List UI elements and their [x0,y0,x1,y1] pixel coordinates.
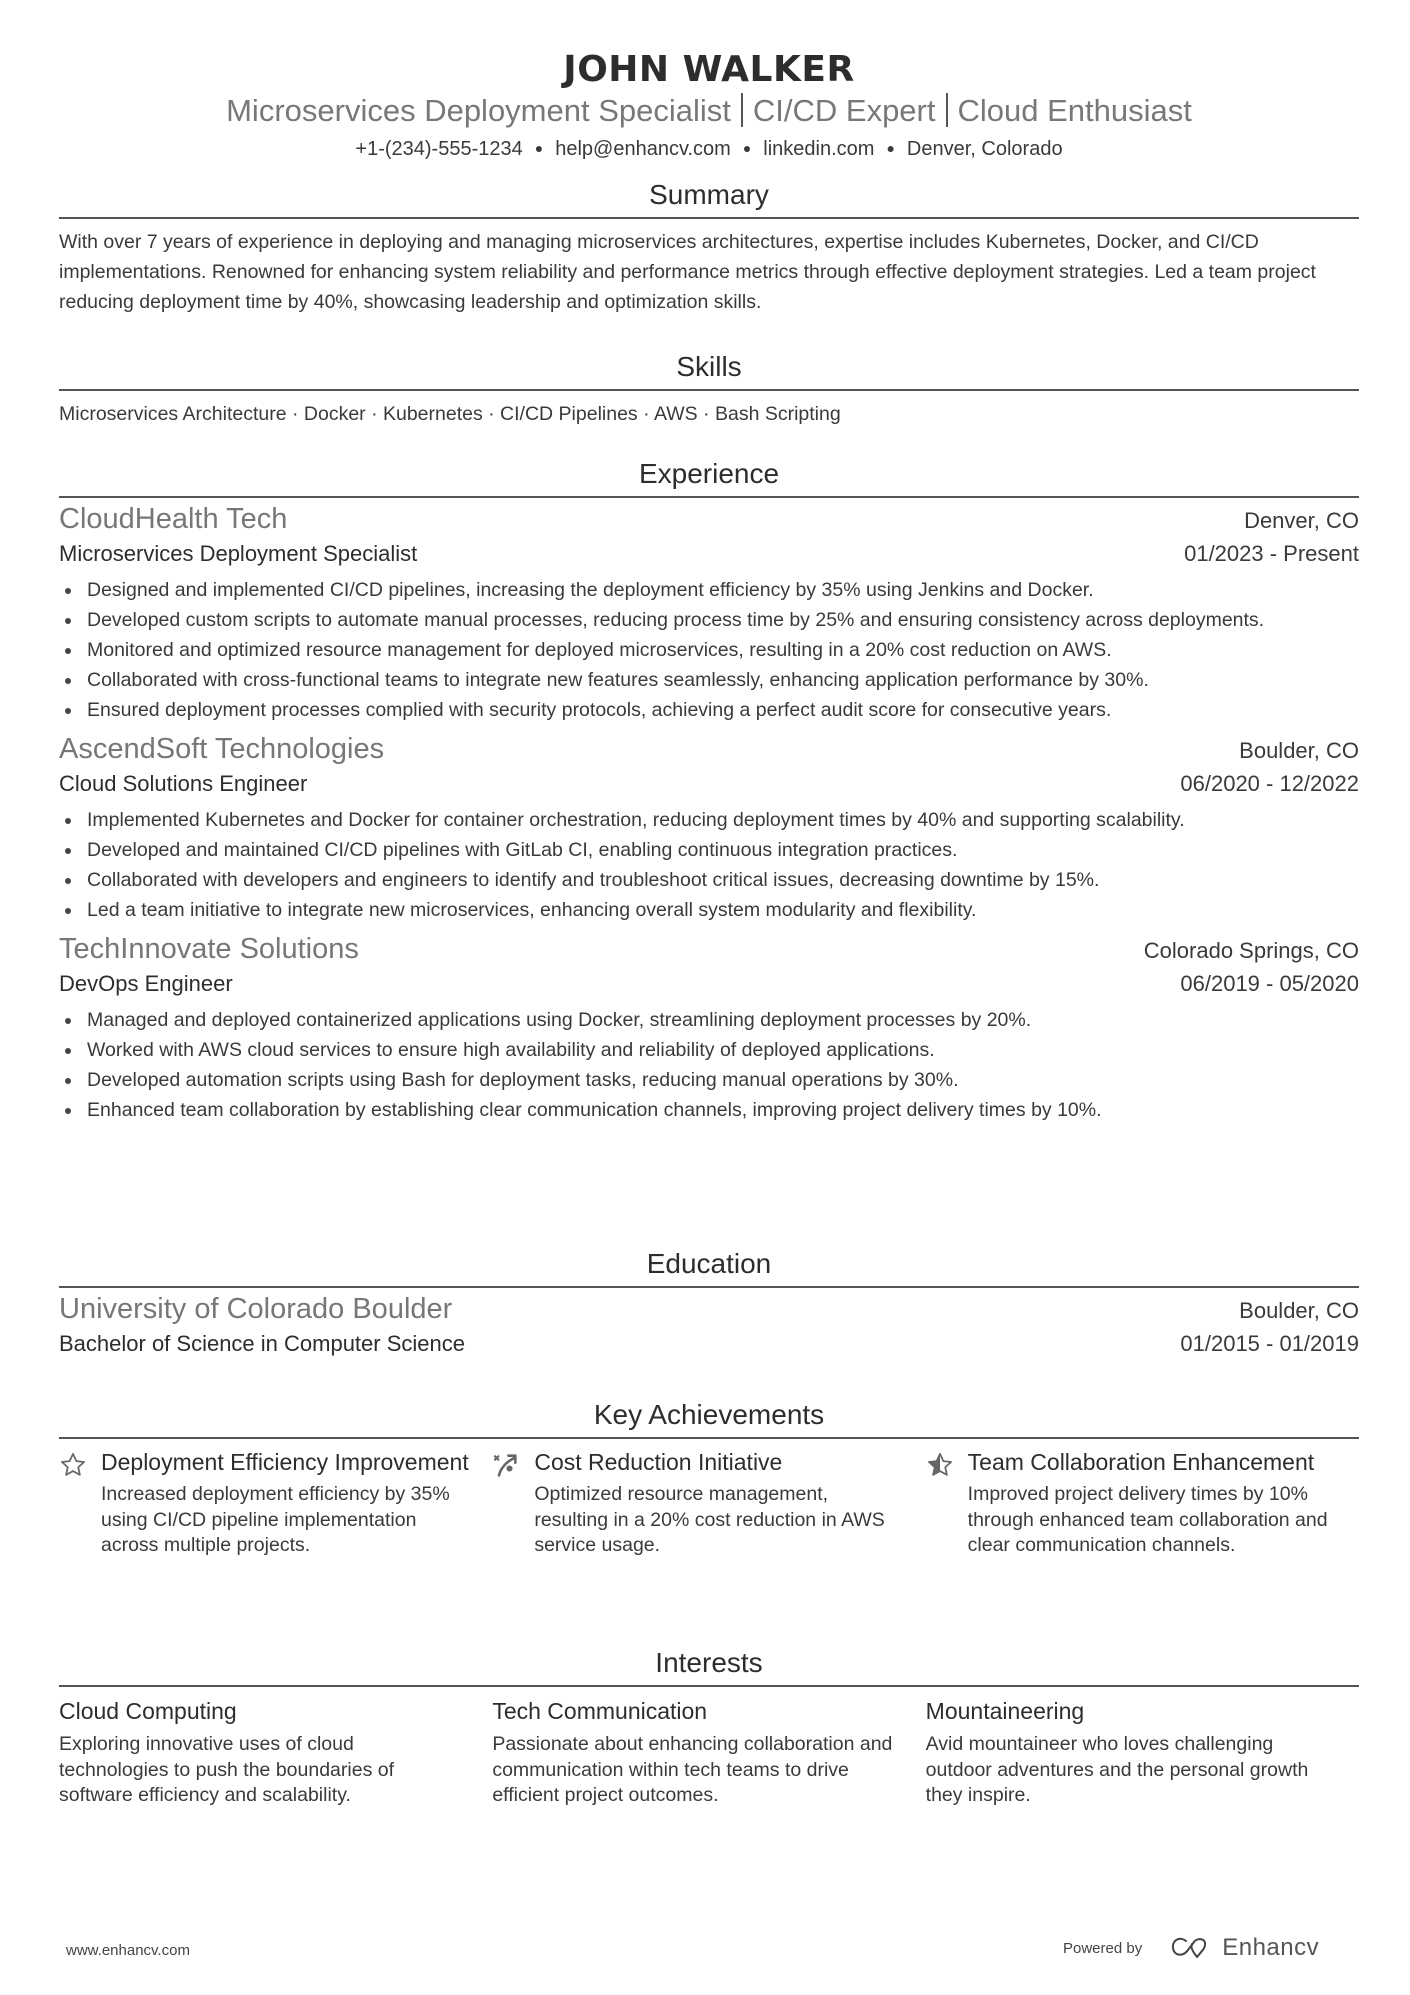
job-bullet: Developed and maintained CI/CD pipelines with GitLab CI, enabling continuous integration practices. [59,835,1359,865]
job-bullet: Monitored and optimized resource management for deployed microservices, resulting in a 20% cost reduction on AWS. [59,635,1359,665]
job-location: Denver, CO [1244,508,1359,533]
job-bullet: Developed custom scripts to automate manual processes, reducing process time by 25% and ensuring consistency across deployments. [59,605,1359,635]
interest-item [926,1695,1359,1809]
achievements-grid [59,1447,1359,1559]
route-path-icon [492,1447,534,1559]
job-bullet: Developed automation scripts using Bash for deployment tasks, reducing manual operations by 30%. [59,1065,1359,1095]
job-bullet: Collaborated with cross-functional teams to integrate new features seamlessly, enhancing application performance by 30%. [59,665,1359,695]
interest-title: Cloud Computing [59,1698,237,1724]
education-entry [59,1291,1359,1359]
job-entry [59,931,1359,1125]
education-dates: 01/2015 - 01/2019 [1180,1331,1359,1356]
section-title-achievements: Key Achievements [593,1399,825,1430]
interest-description: Avid mountaineer who loves challenging outdoor adventures and the personal growth they inspire. [925,1733,1309,1806]
section-title-education: Education [646,1248,772,1279]
job-company: TechInnovate Solutions [59,933,359,965]
achievement-item [926,1447,1359,1559]
headline-part: CI/CD Expert [752,93,936,128]
star-outline-icon [59,1447,101,1559]
job-bullet: Implemented Kubernetes and Docker for container orchestration, reducing deployment times by 40% and supporting scalability. [59,805,1359,835]
headline-part: Microservices Deployment Specialist [226,93,731,128]
contact-email[interactable]: help@enhancv.com [555,138,731,160]
achievement-description: Optimized resource management, resulting in a 20% cost reduction in AWS service usage. [534,1483,885,1556]
section-title-experience: Experience [638,458,780,489]
resume-page [59,0,1359,1806]
summary-section [59,178,1359,317]
separator-dot-icon: ● [534,140,544,156]
job-entry [59,501,1359,725]
section-divider [59,217,1359,219]
job-dates: 06/2019 - 05/2020 [1180,971,1359,996]
interest-item [59,1695,492,1809]
brand-name: Enhancv [1222,1934,1320,1961]
achievement-item [492,1447,925,1559]
achievement-title: Deployment Efficiency Improvement [101,1449,469,1475]
job-dates: 06/2020 - 12/2022 [1180,771,1359,796]
footer-website-link[interactable]: www.enhancv.com [66,1942,190,1959]
headline-part: Cloud Enthusiast [957,93,1192,128]
job-bullet: Enhanced team collaboration by establishing clear communication channels, improving project delivery times by 10%. [59,1095,1359,1125]
headline-divider [741,93,743,127]
interests-section [59,1646,1359,1809]
job-bullets [59,805,1359,925]
star-half-icon [926,1447,968,1559]
education-school: University of Colorado Boulder [59,1293,453,1325]
experience-section [59,457,1359,1125]
job-dates: 01/2023 - Present [1184,541,1359,566]
skills-section [59,350,1359,429]
interests-grid [59,1695,1359,1809]
separator-dot-icon: ● [742,140,752,156]
achievement-description: Improved project delivery times by 10% through enhanced team collaboration and clear communication channels. [967,1483,1328,1556]
section-divider [59,496,1359,498]
contact-location: Denver, Colorado [906,138,1063,160]
section-title-interests: Interests [655,1647,763,1678]
job-location: Colorado Springs, CO [1143,938,1359,963]
interest-item [492,1695,925,1809]
contact-phone[interactable]: +1-(234)-555-1234 [355,138,523,160]
achievement-item [59,1447,492,1559]
job-location: Boulder, CO [1239,738,1359,763]
job-bullets [59,575,1359,725]
footer-branding[interactable] [1063,1934,1319,1962]
job-bullets [59,1005,1359,1125]
candidate-name: JOHN WALKER [563,49,855,90]
job-bullet: Managed and deployed containerized applications using Docker, streamlining deployment processes by 20%. [59,1005,1359,1035]
interest-description: Exploring innovative uses of cloud technologies to push the boundaries of software efficiency and scalability. [59,1733,394,1806]
job-company: AscendSoft Technologies [59,733,385,765]
job-role: Cloud Solutions Engineer [59,771,308,796]
job-bullet: Ensured deployment processes complied with security protocols, achieving a perfect audit score for consecutive years. [59,695,1359,725]
interest-description: Passionate about enhancing collaboration and communication within tech teams to drive efficient project outcomes. [492,1733,893,1806]
achievement-description: Increased deployment efficiency by 35% using CI/CD pipeline implementation across multiple projects. [101,1483,450,1556]
job-bullet: Collaborated with developers and engineers to identify and troubleshoot critical issues, decreasing downtime by 15%. [59,865,1359,895]
job-role: DevOps Engineer [59,971,233,996]
section-divider [59,389,1359,391]
job-bullet: Worked with AWS cloud services to ensure high availability and reliability of deployed applications. [59,1035,1359,1065]
education-section [59,1247,1359,1359]
resume-header [59,0,1359,163]
section-divider [59,1685,1359,1687]
achievement-title: Cost Reduction Initiative [534,1449,783,1475]
contact-linkedin[interactable]: linkedin.com [763,138,875,160]
achievement-title: Team Collaboration Enhancement [967,1449,1315,1475]
job-entry [59,731,1359,925]
section-title-summary: Summary [649,179,769,210]
section-divider [59,1286,1359,1288]
separator-dot-icon: ● [886,140,895,156]
job-company: CloudHealth Tech [59,503,288,535]
section-divider [59,1437,1359,1439]
education-degree: Bachelor of Science in Computer Science [59,1331,465,1356]
summary-text: With over 7 years of experience in deploying and managing microservices architectures, expertise includes Kubernetes, Docker, and CI/CD implementations. Renowned for enhancing system reliability and performance metrics through effective deployment strategies. Led a team project reducing deployment time by 40%, showcasing leadership and optimization skills. [59,231,1316,313]
headline-divider [946,93,948,127]
interest-title: Mountaineering [925,1698,1085,1724]
achievements-section [59,1398,1359,1559]
contact-line [59,134,1359,163]
job-bullet: Led a team initiative to integrate new microservices, enhancing overall system modularity and flexibility. [59,895,1359,925]
enhancv-logo-icon [1170,1934,1319,1962]
powered-by-label: Powered by [1063,1939,1143,1957]
interest-title: Tech Communication [492,1698,708,1724]
skills-list: Microservices Architecture · Docker · Kubernetes · CI/CD Pipelines · AWS · Bash Scripting [59,403,841,425]
job-role: Microservices Deployment Specialist [59,541,418,566]
job-bullet: Designed and implemented CI/CD pipelines, increasing the deployment efficiency by 35% using Jenkins and Docker. [59,575,1359,605]
headline [59,92,1359,130]
education-location: Boulder, CO [1239,1298,1359,1323]
section-title-skills: Skills [676,351,742,382]
